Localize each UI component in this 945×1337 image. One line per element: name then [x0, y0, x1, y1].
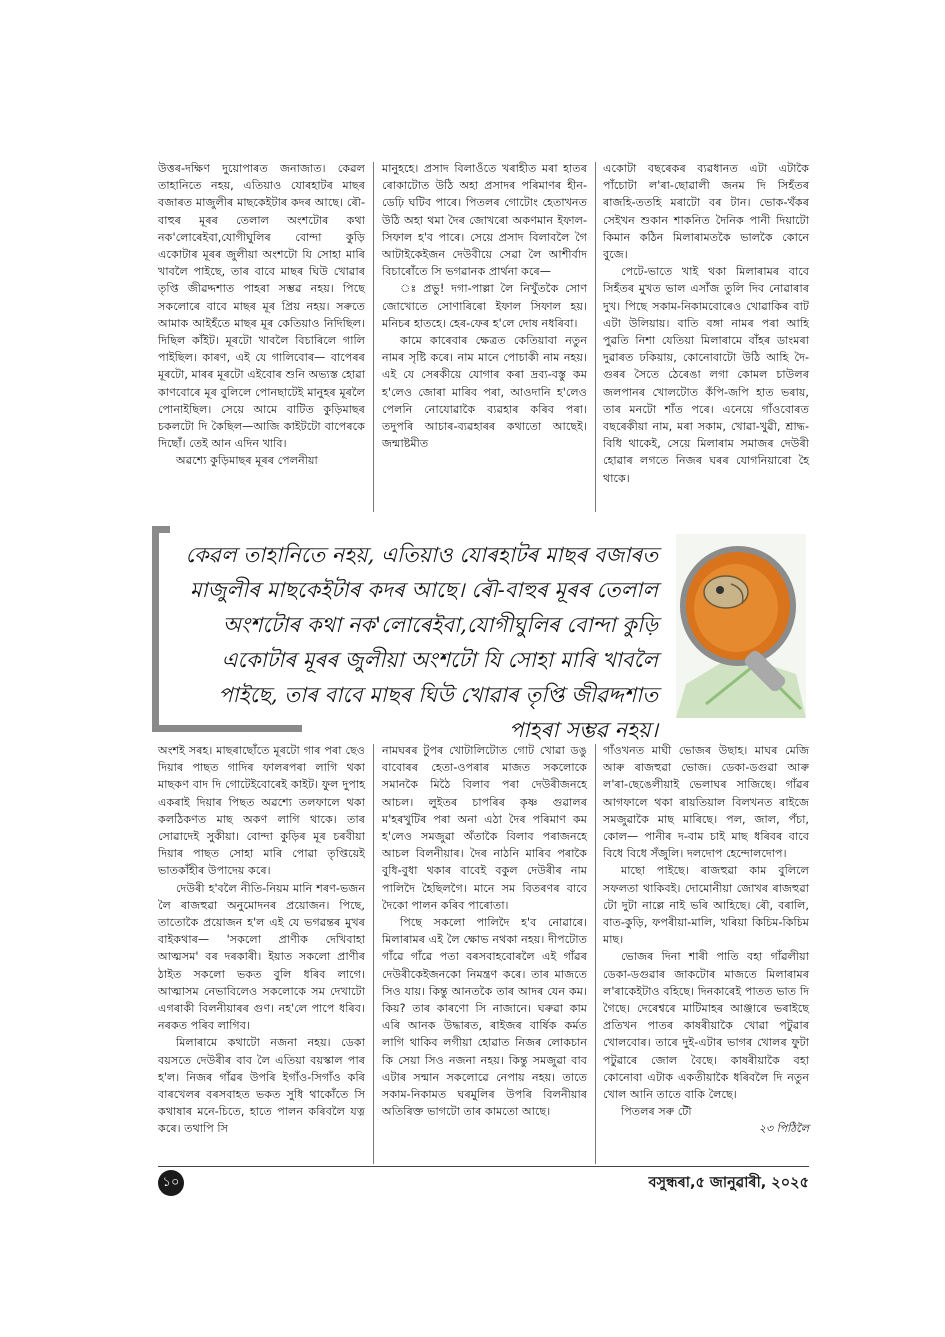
- column-divider: [595, 744, 596, 1164]
- article-column-3: [603, 160, 809, 487]
- page-number: ১০: [158, 1170, 184, 1196]
- paragraph: কামে কাৰেবাৰ ক্ষেত্ৰত কেতিয়াবা নতুন নামৰ সৃষ্টি কৰে। নাম মানে পোচাকী নাম নহয়। এই যে সেৰকীয়ে যোগাৰ কৰা দ্ৰব্য-বস্তু কম হ'লেও জোৰা মাৰিব পৰা, আওদানি হ'লেও পেলনি নোযোৱাকৈ ব্যৱহাৰ কৰিব পৰা। তদুপৰি আচাৰ-ব্যৱহাৰৰ কথাতো আছেই। জন্মাষ্টমীত: [382, 334, 587, 451]
- paragraph: মানুহহে। প্ৰসাদ বিলাওঁতে খৰাহীত মৰা হাতৰ ৰোকাটোত উঠি অহা প্ৰসাদৰ পৰিমাণৰ হীন-ডেঢ়ি ঘটিব পাৰে। পিতলৰ গোটোং হেতাখনত উঠি অহা থমা দৈৰ জোখৰো অকণমান ইফাল-সিফাল হ'ব পাৰে। সেয়ে প্ৰসাদ বিলাবলৈ গৈ আটাইকেইজন দেউবীয়ে সেৱা লৈ আশীৰ্বাদ বিচাৰোঁতে সি ভগৱানক প্ৰাৰ্থনা কৰে—: [382, 162, 587, 279]
- pull-quote-box: [152, 526, 667, 742]
- fish-curry-bowl-illustration-icon: [676, 534, 806, 718]
- pull-quote-bar: [152, 526, 170, 533]
- paragraph: ঃ প্ৰভু! দগা-পাল্লা লৈ নিখুঁতকৈ সোণ জোখোতে সোণাৰিৰো ইফাল সিফাল হয়। মনিচৰ হাতহে। হেৰ-ফেৰ হ'লে দোষ নধৰিবা।: [382, 282, 587, 330]
- column-divider: [373, 744, 374, 1164]
- article-column-5: [382, 742, 587, 1120]
- pull-quote-bar: [152, 526, 159, 732]
- paragraph: ভোজৰ দিনা শাৰী পাতি বহা গাঁৱলীয়া ডেকা-ডগুৱাৰ জাকটোৰ মাজতে মিলাৰামৰ ল'ৰাকেইটাও বহিছে। দিনকাৰেই পাতত ভাত দি গৈছে। দেৰেশ্বৰে মাটিমাহৰ আঞ্জাৰে ভৰাইছে প্ৰতিখন পাতৰ কাষৰীয়াকৈ খোৱা পটুৱাৰ খোলবোৰ। তাৰে দুই-এটাৰ ভাগৰ খোলৰ ফুটা পটুৱাৰে জোল বৈছে। কাষৰীয়াকৈ বহা কোনোবা এটাক একতীয়াকৈ ধৰিবলৈ দি নতুন খোল আনি তাতে বাকি লৈছে।: [603, 950, 809, 1102]
- paragraph: গাঁওখনত মাঘী ভোজৰ উছাহ। মাঘৰ মেজি আৰু ৰাজহুৱা ভোজ। ডেকা-ডগুৱা আৰু ল'ৰা-ছেঙেলীয়াই ভেলাঘৰ সাজিছে। গাঁৱৰ আগফালে থকা ৰায়তিয়াল বিলখনত ৰাইজে সমজুৱাকৈ মাছ মাৰিছে। পল, জাল, পঁচা, কোল— পানীৰ দ-বাম চাই মাছ ধৰিবৰ বাবে বিধে বিধে সঁজুলি। দলদোপ হেন্দোলদোপ।: [603, 744, 809, 861]
- article-column-1: [158, 160, 365, 470]
- article-column-6: [603, 742, 809, 1138]
- continued-note: ২৩ পিঠিলৈ: [758, 1122, 809, 1136]
- paragraph: একোটা বছৰেকৰ ব্যৱধানত এটা এটাকৈ পাঁচোটা ল'ৰা-ছোৱালী জনম দি সিহঁতৰ ৰাজহি-ততহি মৰাটো বৰ টান। ভোক-খঁকৰ সেইখন শুকান শাকনিত দৈনিক পানী দিয়াটো কিমান কঠিন মিলাৰামতকৈ ভালকৈ কোনে বুজে।: [603, 162, 809, 262]
- paragraph: পিতলৰ সৰু টৌ: [621, 1105, 692, 1119]
- paragraph: দেউৰী হ'বলৈ নীতি-নিয়ম মানি শৰণ-ভজন লৈ ৰাজহুৱা অনুমোদনৰ প্ৰয়োজন। পিছে, তাতোকৈ প্ৰয়োজন হ'ল এই যে ভগৱন্তৰ মুখৰ বাইকথাৰ— 'সকলো প্ৰাণীক দেখিবাহা আত্মসম' বৰ দৰকাৰী। ইয়াত সকলো প্ৰাণীৰ ঠাইত সকলো ভকত বুলি ধৰিব লাগে। আত্মাসম নেভাবিলেও সকলোকে সম দেখাটো এগৰাকী বিলনীয়াৰৰ গুণ। নহ'লে পাপে ধৰিব। নৰকত পৰিব লাগিব।: [158, 881, 365, 1033]
- paragraph: পেটে-ভাতে খাই থকা মিলাৰামৰ বাবে সিহঁতৰ মুখত ভাল এসাঁজ তুলি দিব নোৱাৰাৰ দুখ। পিছে সকাম-নিকামবোৰেও খোৱাকিৰ বাট এটা উলিয়ায়। বাতি বঙ্গা নামৰ পৰা আহি পুৱতি নিশা যেতিয়া মিলাৰামে বাঁহৰ ডাংমৰা দুৱাৰত ঢকিয়ায়, কোনোবাটো উঠি আহি দৈ-গুৰৰ সৈতে ঠেৰেঙা লগা কোমল চাউলৰ জলপানৰ খোলটোত কঁপি-জপি হাত ভৰায়, তাৰ মনটো শাঁত পৰে। এনেয়ে গাঁওবোৰত বছৰেকীয়া নাম, মৰা সকাম, খোৱা-খুৱী, শ্ৰাদ্ধ-বিধি থাকেই, সেয়ে মিলাৰাম সমাজৰ দেউৰী হোৱাৰ লগতে নিজৰ ঘৰৰ যোগনিয়াৰো হৈ থাকে।: [603, 265, 809, 485]
- paragraph: নামঘৰৰ টুপৰ খোটালিটোত গোট খোৱা ডঙু বাবোৰৰ হেতা-ওপৰাৰ মাজত সকলোকে সমানকৈ মিঠৈ বিলাব পৰা দেউৰীজনহে আচল। লুইতৰ চাপৰিৰ কৃষ্ণ গুৱালৰ ম'হৰখুটিৰ পৰা অনা এঠা দৈৰ পৰিমাণ কম হ'লেও সমজুৱা অঁতাকৈ বিলাব পৰাজনহে আচল বিলনীয়াৰ। দৈৰ নাঠনি মাৰিব পৰাকৈ বুধি-বুধা থকাৰ বাবেই বকুল দেউৰীৰ নাম পালিদৈ হৈছিলগৈ। মানে সম বিতৰণৰ বাবে দৈকো পালন কৰিব পাৰোতা।: [382, 744, 587, 912]
- paragraph: অৱশ্যে কুড়িমাছৰ মূৰৰ পেলনীয়া: [176, 454, 318, 468]
- column-divider: [595, 162, 596, 512]
- paragraph: উত্তৰ-দক্ষিণ দুয়োপাৰত জনাজাত। কেৱল তাহানিতে নহয়, এতিয়াও যোৰহাটৰ মাছৰ বজাৰত মাজুলীৰ মাছকেইটাৰ কদৰ আছে। ৰৌ-বাহুৰ মূৰৰ তেলাল অংশটোৰ কথা নক'লোৰেইবা,যোগীঘুলিৰ বোন্দা কুড়ি একোটাৰ মূৰৰ জুলীয়া অংশটো যি সোহা মাৰি খাবলৈ পাইছে, তাৰ বাবে মাছৰ ঘিউ খোৱাৰ তৃপ্তি জীৱদ্দশাত পাহৰা সম্ভৱ নহয়। পিছে সকলোৰে বাবে মাছৰ মূৰ প্ৰিয় নহয়। সৰুতে আমাক আইহঁতে মাছৰ মূৰ কেতিয়াও নিদিছিল। দিছিল কাঁইট। মূৰটো খাবলৈ বিচাৰিলে গালি পাইছিল। কাৰণ, এই যে গালিবোৰ— বাপেৰৰ মূৰটো, মাৰৰ মূৰটো এইবোৰ শুনি অভ্যস্ত হোৱা কাণবোৰে মূৰ বুলিলে পোনছাটেই মানুহৰ মূৰলৈ পোনাইছিল। সেয়ে আমে বাটিত কুড়িমাছৰ চকলটো দি কৈছিল—আজি কাইটটো বাপেৰকে দিছোঁ। তেই আন এদিন খাবি।: [158, 162, 365, 451]
- article-column-2: [382, 160, 587, 452]
- publication-footer: বসুন্ধৰা,৫ জানুৱাৰী, ২০২৫: [648, 1175, 809, 1191]
- paragraph: পিছে সকলো পালিদৈ হ'ব নোৱাৰে। মিলাৰামৰ এই লৈ ক্ষোভ নথকা নহয়। দীপটোত গাঁৱে গাঁৱে পতা বৰসবাহবোৰলৈ এই গাঁৱৰ দেউৰীকেইজনকো নিমন্ত্ৰণ কৰে। তাৰ মাজতে সিও যায়। কিন্তু আনতকৈ তাৰ আদৰ যেন কম। কিয়? তাৰ কাৰণো সি নাজানে। ঘৰুৱা কাম এৰি আনক উদ্ধাৰত, ৰাইজৰ বাৰ্ষিক কৰ্মত লাগি থাকিব লগীয়া হোৱাত নিজৰ লোকচান কি সেয়া সিও নজনা নহয়। কিন্তু সমজুৱা বাব এটাৰ সন্মান সকলোৱে নেপায় নহয়। তাতে সকাম-নিকামত ঘৰমুলিৰ উপৰি বিলনীয়াৰ অতিৰিক্ত ভাগটো তাৰ কামতো আছে।: [382, 916, 587, 1119]
- paragraph: অংশই সৰহ। মাছৰাছোঁতে মূৰটো গাৰ পৰা ছেও দিয়াৰ পাছত গাদিৰ ফালৰপৰা লাগি থকা মাছকণ বাদ দি গোটেইবোৰেই কাইট। ফুল দুপাহ একৰাই দিয়াৰ পিছত অৱশ্যে তলফালে থকা কলঠিকণত মাছ অকণ লাগি থাকে। তাৰ সোৱাদেই সুকীয়া। বোন্দা কুড়িৰ মূৰ চৰবীয়া দিয়াৰ পাছত সোহা মাৰি পোৱা তৃপ্তিয়েই ভাতকাঁহীৰ উপাদেয় কৰে।: [158, 744, 365, 878]
- pull-quote-text: কেৱল তাহানিতে নহয়, এতিয়াও যোৰহাটৰ মাছৰ বজাৰত মাজুলীৰ মাছকেইটাৰ কদৰ আছে। ৰৌ-বাহুৰ মূৰৰ তেলাল অংশটোৰ কথা নক'লোৰেইবা,যোগীঘুলিৰ বোন্দা কুড়ি একোটাৰ মূৰৰ জুলীয়া অংশটো যি সোহা মাৰি খাবলৈ পাইছে, তাৰ বাবে মাছৰ ঘিউ খোৱাৰ তৃপ্তি জীৱদ্দশাত পাহৰা সম্ভৱ নহয়।: [185, 543, 658, 742]
- paragraph: মিলাৰামে কথাটো নজনা নহয়। ডেকা বয়সতে দেউৰীৰ বাব লৈ এতিয়া বয়স্কাল পাৰ হ'ল। নিজৰ গাঁৱৰ উপৰি ইগাঁও-সিগাঁও কৰি বাৰখেলৰ বৰসবাহত ভকত সুধি থাকোঁতে সি কথাষাৰ মনে-চিতে, হাতে পালন কৰিবলৈ যত্ন কৰে। তথাপি সি: [158, 1036, 365, 1136]
- column-divider: [373, 162, 374, 512]
- article-column-4: [158, 742, 365, 1138]
- footer-rule: [158, 1166, 809, 1167]
- paragraph: মাছো পাইছে। ৰাজহুৱা কাম বুলিলে সফলতা থাকিবই। দোমোনীয়া জোখৰ ৰাজহুৱা টো দুটা নাল্লে নাই ভৰি আহিছে। ৰৌ, বৰালি, বাত-কুড়ি, ফপৰীয়া-মালি, খৰিয়া কিচিম-কিচিম মাছ।: [603, 864, 809, 947]
